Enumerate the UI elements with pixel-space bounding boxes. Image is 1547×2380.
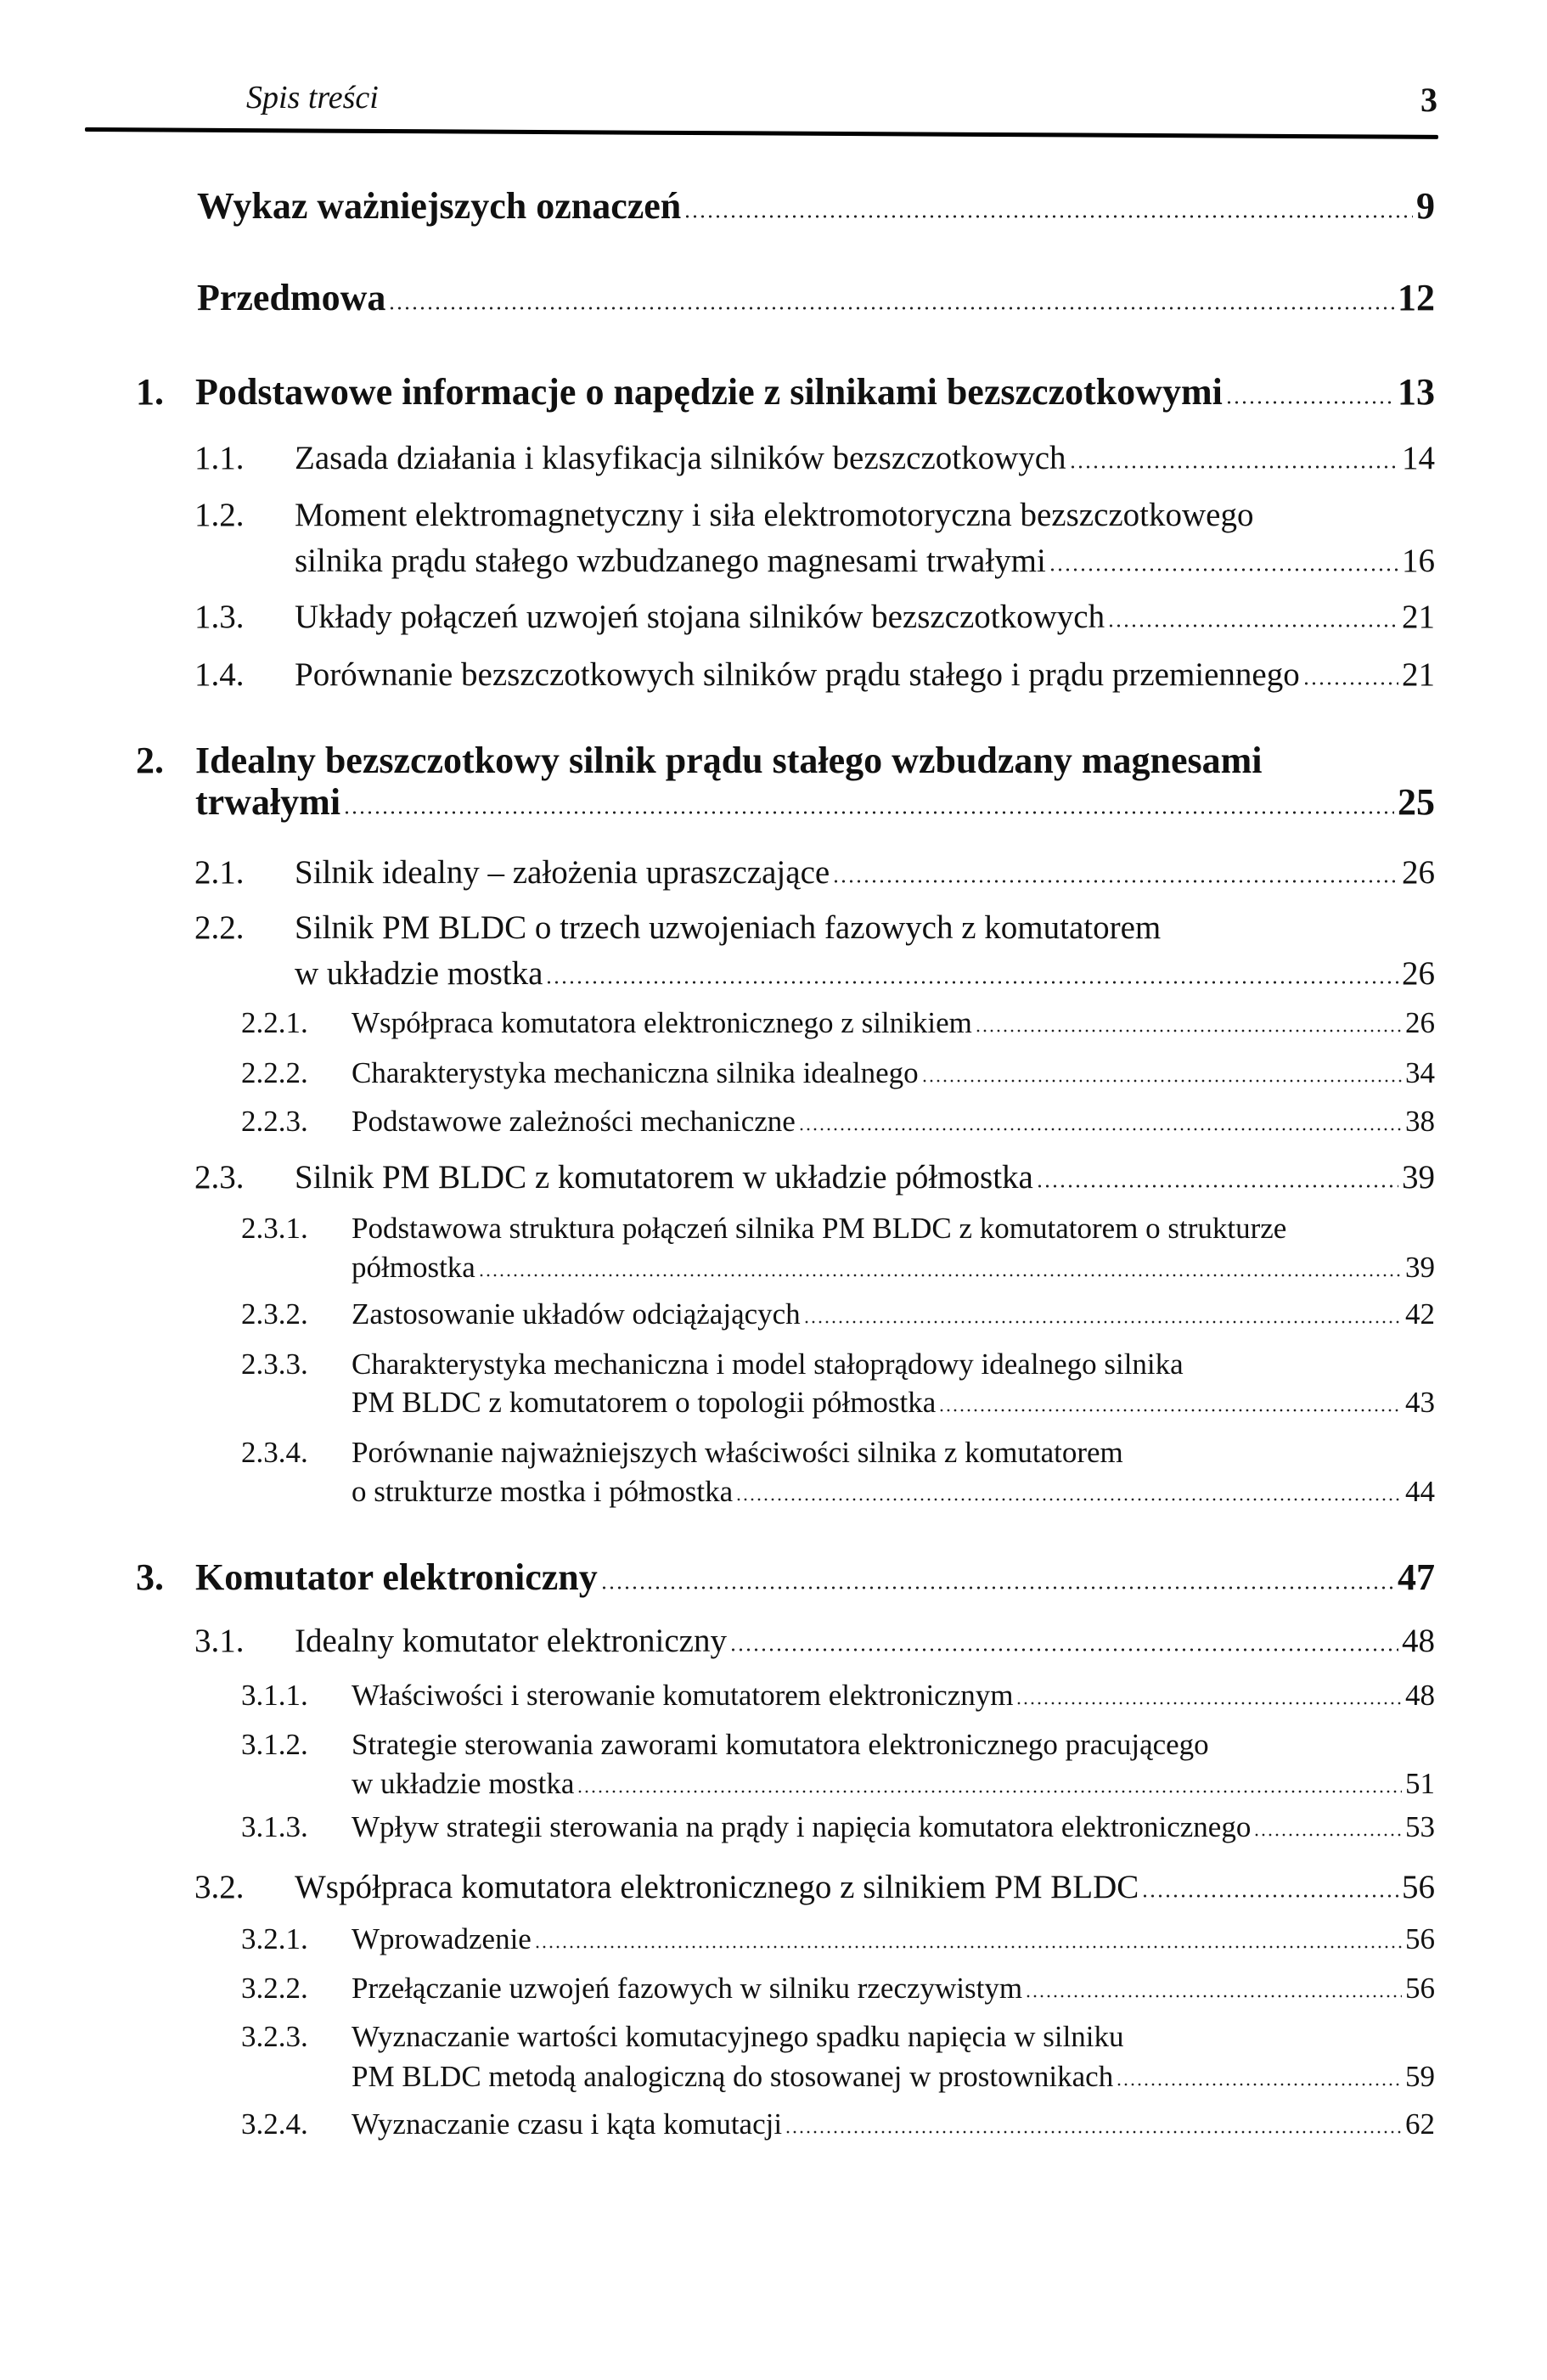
dot-leader <box>735 1498 1402 1501</box>
dot-leader <box>343 811 1394 814</box>
toc-entry-title: Silnik PM BLDC z komutatorem w układzie półmostka <box>295 1159 1033 1196</box>
toc-page-number[interactable]: 21 <box>1402 656 1435 694</box>
toc-entry-title: Przełączanie uzwojeń fazowych w silniku rzeczywistym <box>352 1971 1023 2005</box>
toc-entry-title: Podstawowa struktura połączeń silnika PM BLDC z komutatorem o strukturze <box>352 1211 1287 1245</box>
toc-page-number[interactable]: 9 <box>1416 184 1435 227</box>
toc-entry-title: Wprowadzenie <box>352 1921 532 1955</box>
dot-leader <box>832 880 1398 883</box>
toc-entry-number: 2.3. <box>194 1159 245 1196</box>
toc-entry-title: Porównanie najważniejszych właściwości silnika z komutatorem <box>352 1435 1123 1469</box>
toc-page-number[interactable]: 44 <box>1405 1474 1435 1508</box>
toc-entry-title: Współpraca komutatora elektronicznego z silnikiem PM BLDC <box>295 1869 1139 1906</box>
dot-leader <box>545 981 1398 984</box>
toc-entry-number: 2.1. <box>194 854 245 892</box>
toc-entry-title: Strategie sterowania zaworami komutatora elektronicznego pracującego <box>352 1727 1209 1761</box>
toc-entry-title: Zastosowanie układów odciążających <box>352 1297 801 1331</box>
toc-entry-number: 2.2.2. <box>241 1055 308 1089</box>
toc-entry-number: 1.1. <box>194 440 245 477</box>
toc-entry-number: 2. <box>136 739 164 781</box>
dot-leader <box>1302 682 1398 685</box>
toc-entry-title: PM BLDC metodą analogiczną do stosowanej w prostownikach <box>352 2059 1114 2093</box>
toc-entry-number: 2.2. <box>194 909 245 947</box>
toc-entry-title: Układy połączeń uzwojeń stojana silników bezszczotkowych <box>295 599 1105 636</box>
dot-leader <box>729 1648 1398 1651</box>
dot-leader <box>534 1945 1402 1949</box>
toc-page-number[interactable]: 25 <box>1398 780 1435 823</box>
dot-leader <box>938 1409 1402 1412</box>
toc-entry-number: 1.2. <box>194 497 245 534</box>
toc-entry-title: Współpraca komutatora elektronicznego z silnikiem <box>352 1005 972 1039</box>
toc-page-number[interactable]: 39 <box>1405 1250 1435 1284</box>
running-head-title: Spis treści <box>246 80 379 115</box>
toc-entry-number: 2.3.2. <box>241 1297 308 1331</box>
toc-entry-title: trwałymi <box>195 780 341 823</box>
dot-leader <box>577 1790 1402 1793</box>
toc-page-number[interactable]: 59 <box>1405 2059 1435 2093</box>
toc-entry-title: Wpływ strategii sterowania na prądy i napięcia komutatora elektronicznego <box>352 1809 1252 1843</box>
toc-entry-title: Wyznaczanie wartości komutacyjnego spadku napięcia w silniku <box>352 2019 1124 2053</box>
toc-page-number[interactable]: 48 <box>1405 1678 1435 1712</box>
toc-entry-title: półmostka <box>352 1250 475 1284</box>
toc-entry-number: 1.4. <box>194 656 245 694</box>
toc-page-number[interactable]: 26 <box>1402 854 1435 892</box>
toc-page-number[interactable]: 12 <box>1398 276 1435 318</box>
toc-page-number[interactable]: 13 <box>1398 370 1435 413</box>
dot-leader <box>600 1586 1394 1589</box>
toc-entry-title: Podstawowe informacje o napędzie z silnikami bezszczotkowymi <box>195 370 1223 413</box>
toc-entry-number: 3.1. <box>194 1623 245 1660</box>
toc-entry-title: Idealny komutator elektroniczny <box>295 1623 727 1660</box>
dot-leader <box>798 1128 1402 1131</box>
toc-entry-title: o strukturze mostka i półmostka <box>352 1474 734 1508</box>
dot-leader <box>683 215 1413 218</box>
toc-page-number[interactable]: 39 <box>1402 1159 1435 1196</box>
toc-entry-number: 2.2.1. <box>241 1005 308 1039</box>
dot-leader <box>478 1274 1402 1277</box>
toc-entry-number: 3. <box>136 1556 164 1598</box>
toc-page-number[interactable]: 53 <box>1405 1809 1435 1843</box>
dot-leader <box>975 1029 1402 1032</box>
dot-leader <box>1225 401 1394 404</box>
toc-entry-title: Idealny bezszczotkowy silnik prądu stałego wzbudzany magnesami <box>195 739 1263 781</box>
toc-entry-title: w układzie mostka <box>295 955 543 993</box>
toc-entry-title: silnika prądu stałego wzbudzanego magnesami trwałymi <box>295 543 1046 580</box>
page-number: 3 <box>1420 81 1437 119</box>
toc-entry-number: 2.2.3. <box>241 1104 308 1138</box>
toc-page-number[interactable]: 16 <box>1402 543 1435 580</box>
toc-page-number[interactable]: 38 <box>1405 1104 1435 1138</box>
toc-entry-title: Przedmowa <box>197 276 386 318</box>
dot-leader <box>1116 2083 1402 2086</box>
toc-page-number[interactable]: 62 <box>1405 2107 1435 2141</box>
dot-leader <box>1036 1184 1398 1188</box>
toc-entry-title: Wyznaczanie czasu i kąta komutacji <box>352 2107 783 2141</box>
toc-entry-title: Porównanie bezszczotkowych silników prądu stałego i prądu przemiennego <box>295 656 1300 694</box>
toc-entry-title: Silnik idealny – założenia upraszczające <box>295 854 830 892</box>
toc-entry-title: Komutator elektroniczny <box>195 1556 598 1598</box>
toc-page-number[interactable]: 47 <box>1398 1556 1435 1598</box>
toc-entry-number: 1.3. <box>194 599 245 636</box>
toc-page-number[interactable]: 42 <box>1405 1297 1435 1331</box>
toc-entry-title: Moment elektromagnetyczny i siła elektromotoryczna bezszczotkowego <box>295 497 1254 534</box>
toc-page-number[interactable]: 48 <box>1402 1623 1435 1660</box>
toc-entry-number: 2.3.4. <box>241 1435 308 1469</box>
header-rule <box>85 127 1438 139</box>
toc-page-number[interactable]: 26 <box>1405 1005 1435 1039</box>
dot-leader <box>1015 1702 1402 1705</box>
toc-entry-title: w układzie mostka <box>352 1766 575 1800</box>
toc-entry-title: Charakterystyka mechaniczna i model stałoprądowy idealnego silnika <box>352 1347 1184 1381</box>
toc-page-number[interactable]: 56 <box>1405 1971 1435 2005</box>
toc-entry-number: 3.2.3. <box>241 2019 308 2053</box>
toc-entry-number: 1. <box>136 370 164 413</box>
toc-entry-number: 2.3.1. <box>241 1211 308 1245</box>
toc-entry-number: 3.1.3. <box>241 1809 308 1843</box>
toc-entry-number: 3.1.1. <box>241 1678 308 1712</box>
dot-leader <box>803 1320 1402 1324</box>
dot-leader <box>1049 568 1398 571</box>
dot-leader <box>1069 465 1398 469</box>
dot-leader <box>1141 1894 1398 1898</box>
dot-leader <box>1253 1833 1402 1837</box>
dot-leader <box>785 2130 1402 2134</box>
dot-leader <box>1025 1995 1402 1998</box>
toc-entry-title: Charakterystyka mechaniczna silnika idealnego <box>352 1055 919 1089</box>
toc-entry-title: Właściwości i sterowanie komutatorem elektronicznym <box>352 1678 1014 1712</box>
toc-entry-title: Silnik PM BLDC o trzech uzwojeniach fazowych z komutatorem <box>295 909 1162 947</box>
toc-entry-number: 3.2.4. <box>241 2107 308 2141</box>
toc-page-number[interactable]: 56 <box>1405 1921 1435 1955</box>
toc-page-number[interactable]: 43 <box>1405 1385 1435 1419</box>
toc-entry-number: 3.1.2. <box>241 1727 308 1761</box>
toc-page-number[interactable]: 14 <box>1402 440 1435 477</box>
toc-entry-number: 3.2.2. <box>241 1971 308 2005</box>
dot-leader <box>1107 624 1398 627</box>
toc-entry-title: Podstawowe zależności mechaniczne <box>352 1104 796 1138</box>
toc-page-number[interactable]: 34 <box>1405 1055 1435 1089</box>
toc-entry-number: 3.2.1. <box>241 1921 308 1955</box>
dot-leader <box>921 1079 1402 1083</box>
toc-page-number[interactable]: 21 <box>1402 599 1435 636</box>
toc-entry-number: 3.2. <box>194 1869 245 1906</box>
toc-entry-title: Wykaz ważniejszych oznaczeń <box>197 184 682 227</box>
toc-entry-number: 2.3.3. <box>241 1347 308 1381</box>
toc-page-number[interactable]: 51 <box>1405 1766 1435 1800</box>
toc-page-number[interactable]: 56 <box>1402 1869 1435 1906</box>
dot-leader <box>388 307 1394 310</box>
toc-entry-title: PM BLDC z komutatorem o topologii półmostka <box>352 1385 937 1419</box>
toc-page-number[interactable]: 26 <box>1402 955 1435 993</box>
toc-entry-title: Zasada działania i klasyfikacja silników bezszczotkowych <box>295 440 1066 477</box>
